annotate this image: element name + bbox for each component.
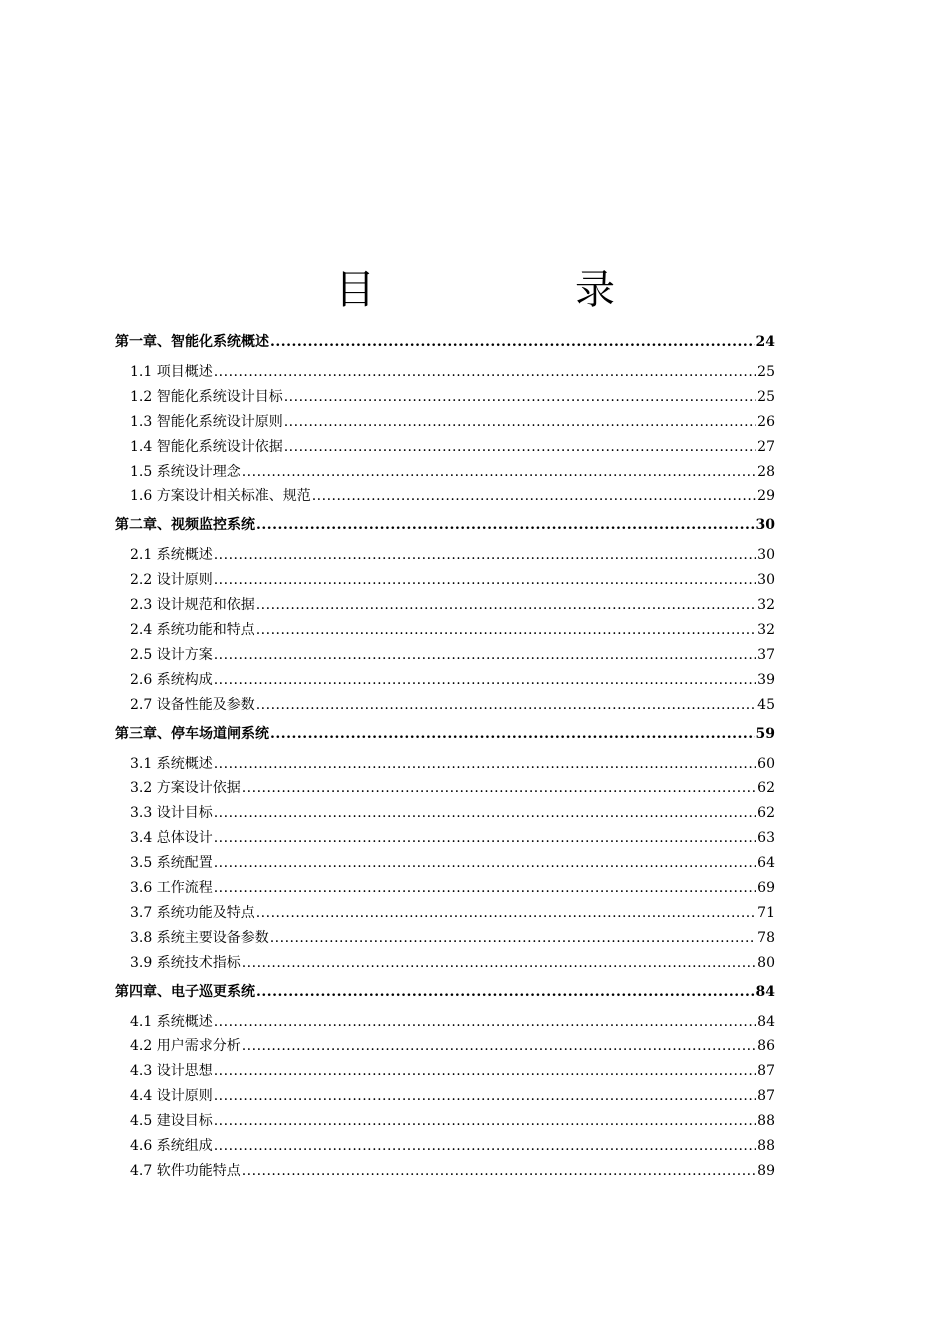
toc-entry-label: 3.1 系统概述	[130, 755, 213, 772]
toc-entry-page: 32	[757, 622, 775, 639]
toc-entry-page: 30	[757, 547, 775, 564]
toc-entry-label: 3.3 设计目标	[130, 805, 213, 822]
toc-entry-page: 89	[757, 1162, 775, 1179]
toc-section-entry[interactable]	[115, 435, 775, 460]
dot-leader	[242, 1034, 756, 1059]
toc-entry-label: 2.2 设计原则	[130, 572, 213, 589]
dot-leader	[256, 593, 756, 618]
toc-entry-label: 第三章、停车场道闸系统	[115, 725, 269, 742]
toc-section-entry[interactable]	[115, 1059, 775, 1084]
toc-entry-label: 1.3 智能化系统设计原则	[130, 413, 283, 430]
toc-entry-label: 3.6 工作流程	[130, 880, 213, 897]
toc-entry-page: 88	[757, 1113, 775, 1130]
toc-entry-label: 4.1 系统概述	[130, 1013, 213, 1030]
dot-leader	[256, 693, 756, 718]
toc-section-entry[interactable]	[115, 543, 775, 568]
toc-entry-page: 30	[755, 517, 775, 534]
toc-entry-page: 84	[757, 1013, 775, 1030]
dot-leader	[214, 851, 756, 876]
toc-entry-page: 84	[755, 983, 775, 1000]
dot-leader	[214, 752, 756, 777]
toc-entry-label: 4.4 设计原则	[130, 1088, 213, 1105]
toc-entry-label: 1.5 系统设计理念	[130, 463, 241, 480]
toc-entry-label: 第二章、视频监控系统	[115, 517, 255, 534]
dot-leader	[214, 1059, 756, 1084]
dot-leader	[214, 876, 756, 901]
toc-entry-label: 第一章、智能化系统概述	[115, 334, 269, 350]
dot-leader	[256, 980, 755, 1004]
toc-entry-page: 80	[757, 954, 775, 971]
toc-section-entry[interactable]	[115, 901, 775, 926]
toc-entry-label: 4.2 用户需求分析	[130, 1038, 241, 1055]
toc-entry-page: 62	[757, 780, 775, 797]
dot-leader	[312, 484, 756, 509]
toc-entry-page: 86	[757, 1038, 775, 1055]
toc-section-entry[interactable]	[115, 951, 775, 976]
toc-entry-label: 1.4 智能化系统设计依据	[130, 438, 283, 455]
dot-leader	[214, 543, 756, 568]
toc-entry-page: 30	[757, 572, 775, 589]
dot-leader	[242, 776, 756, 801]
toc-section-entry[interactable]	[115, 484, 775, 509]
toc-section-entry[interactable]	[115, 876, 775, 901]
toc-entry-page: 64	[757, 855, 775, 872]
dot-leader	[256, 618, 756, 643]
toc-entry-label: 1.6 方案设计相关标准、规范	[130, 488, 311, 505]
toc-entry-page: 28	[757, 463, 775, 480]
dot-leader	[270, 722, 755, 746]
dot-leader	[256, 901, 756, 926]
table-of-contents	[115, 326, 775, 1184]
toc-section-entry[interactable]	[115, 1134, 775, 1159]
dot-leader	[270, 926, 756, 951]
toc-chapter-entry[interactable]	[115, 330, 775, 354]
toc-entry-label: 2.1 系统概述	[130, 547, 213, 564]
toc-section-entry[interactable]	[115, 776, 775, 801]
dot-leader	[214, 1134, 756, 1159]
toc-section-entry[interactable]	[115, 460, 775, 485]
dot-leader	[242, 460, 756, 485]
toc-entry-page: 87	[757, 1088, 775, 1105]
toc-entry-page: 32	[757, 597, 775, 614]
toc-entry-label: 2.4 系统功能和特点	[130, 622, 255, 639]
toc-entry-label: 第四章、电子巡更系统	[115, 983, 255, 1000]
toc-entry-page: 59	[755, 725, 775, 742]
toc-entry-label: 3.4 总体设计	[130, 830, 213, 847]
dot-leader	[214, 668, 756, 693]
toc-entry-label: 3.7 系统功能及特点	[130, 904, 255, 921]
toc-section-entry[interactable]	[115, 752, 775, 777]
toc-entry-page: 24	[755, 334, 775, 350]
dot-leader	[214, 1109, 756, 1134]
dot-leader	[214, 826, 756, 851]
dot-leader	[214, 801, 756, 826]
toc-entry-page: 29	[757, 488, 775, 505]
toc-entry-label: 2.6 系统构成	[130, 671, 213, 688]
toc-entry-label: 1.1 项目概述	[130, 364, 213, 380]
toc-entry-page: 69	[757, 880, 775, 897]
toc-entry-label: 3.8 系统主要设备参数	[130, 929, 269, 946]
toc-section-entry[interactable]	[115, 801, 775, 826]
dot-leader	[284, 410, 756, 435]
toc-entry-page: 60	[757, 755, 775, 772]
toc-section-entry[interactable]	[115, 826, 775, 851]
dot-leader	[214, 643, 756, 668]
toc-section-entry[interactable]	[115, 668, 775, 693]
toc-entry-page: 78	[757, 929, 775, 946]
toc-entry-page: 39	[757, 671, 775, 688]
dot-leader	[284, 385, 756, 410]
toc-entry-page: 37	[757, 646, 775, 663]
toc-entry-label: 2.5 设计方案	[130, 646, 213, 663]
toc-entry-page: 71	[757, 904, 775, 921]
toc-entry-label: 4.5 建设目标	[130, 1113, 213, 1130]
toc-chapter-entry[interactable]	[115, 980, 775, 1004]
dot-leader	[270, 330, 755, 354]
toc-section-entry[interactable]	[115, 410, 775, 435]
toc-entry-page: 63	[757, 830, 775, 847]
toc-section-entry[interactable]	[115, 360, 775, 385]
toc-entry-label: 2.3 设计规范和依据	[130, 597, 255, 614]
toc-section-entry[interactable]	[115, 618, 775, 643]
toc-section-entry[interactable]	[115, 851, 775, 876]
toc-section-entry[interactable]	[115, 568, 775, 593]
dot-leader	[284, 435, 756, 460]
dot-leader	[214, 1010, 756, 1035]
toc-section-entry[interactable]	[115, 1084, 775, 1109]
toc-entry-label: 3.9 系统技术指标	[130, 954, 241, 971]
dot-leader	[214, 568, 756, 593]
toc-entry-page: 26	[757, 413, 775, 430]
toc-entry-page: 25	[757, 388, 775, 405]
toc-section-entry[interactable]	[115, 1034, 775, 1059]
toc-section-entry[interactable]	[115, 385, 775, 410]
dot-leader	[214, 1084, 756, 1109]
toc-entry-label: 4.7 软件功能特点	[130, 1162, 241, 1179]
toc-entry-label: 3.5 系统配置	[130, 855, 213, 872]
toc-section-entry[interactable]	[115, 693, 775, 718]
toc-entry-label: 1.2 智能化系统设计目标	[130, 388, 283, 405]
toc-entry-page: 45	[757, 696, 775, 713]
toc-entry-page: 27	[757, 438, 775, 455]
dot-leader	[242, 951, 756, 976]
toc-section-entry[interactable]	[115, 643, 775, 668]
toc-chapter-entry[interactable]	[115, 722, 775, 746]
toc-entry-label: 4.3 设计思想	[130, 1063, 213, 1080]
toc-title: 目 录	[335, 267, 695, 313]
toc-entry-label: 4.6 系统组成	[130, 1138, 213, 1155]
dot-leader	[242, 1159, 756, 1184]
dot-leader	[256, 513, 755, 537]
toc-section-entry[interactable]	[115, 593, 775, 618]
toc-section-entry[interactable]	[115, 1109, 775, 1134]
toc-entry-label: 3.2 方案设计依据	[130, 780, 241, 797]
toc-entry-page: 62	[757, 805, 775, 822]
toc-entry-page: 88	[757, 1138, 775, 1155]
toc-chapter-entry[interactable]	[115, 513, 775, 537]
dot-leader	[214, 360, 756, 385]
toc-entry-label: 2.7 设备性能及参数	[130, 696, 255, 713]
toc-section-entry[interactable]	[115, 926, 775, 951]
toc-entry-page: 25	[757, 364, 775, 380]
toc-section-entry[interactable]	[115, 1159, 775, 1184]
toc-section-entry[interactable]	[115, 1010, 775, 1035]
toc-entry-page: 87	[757, 1063, 775, 1080]
